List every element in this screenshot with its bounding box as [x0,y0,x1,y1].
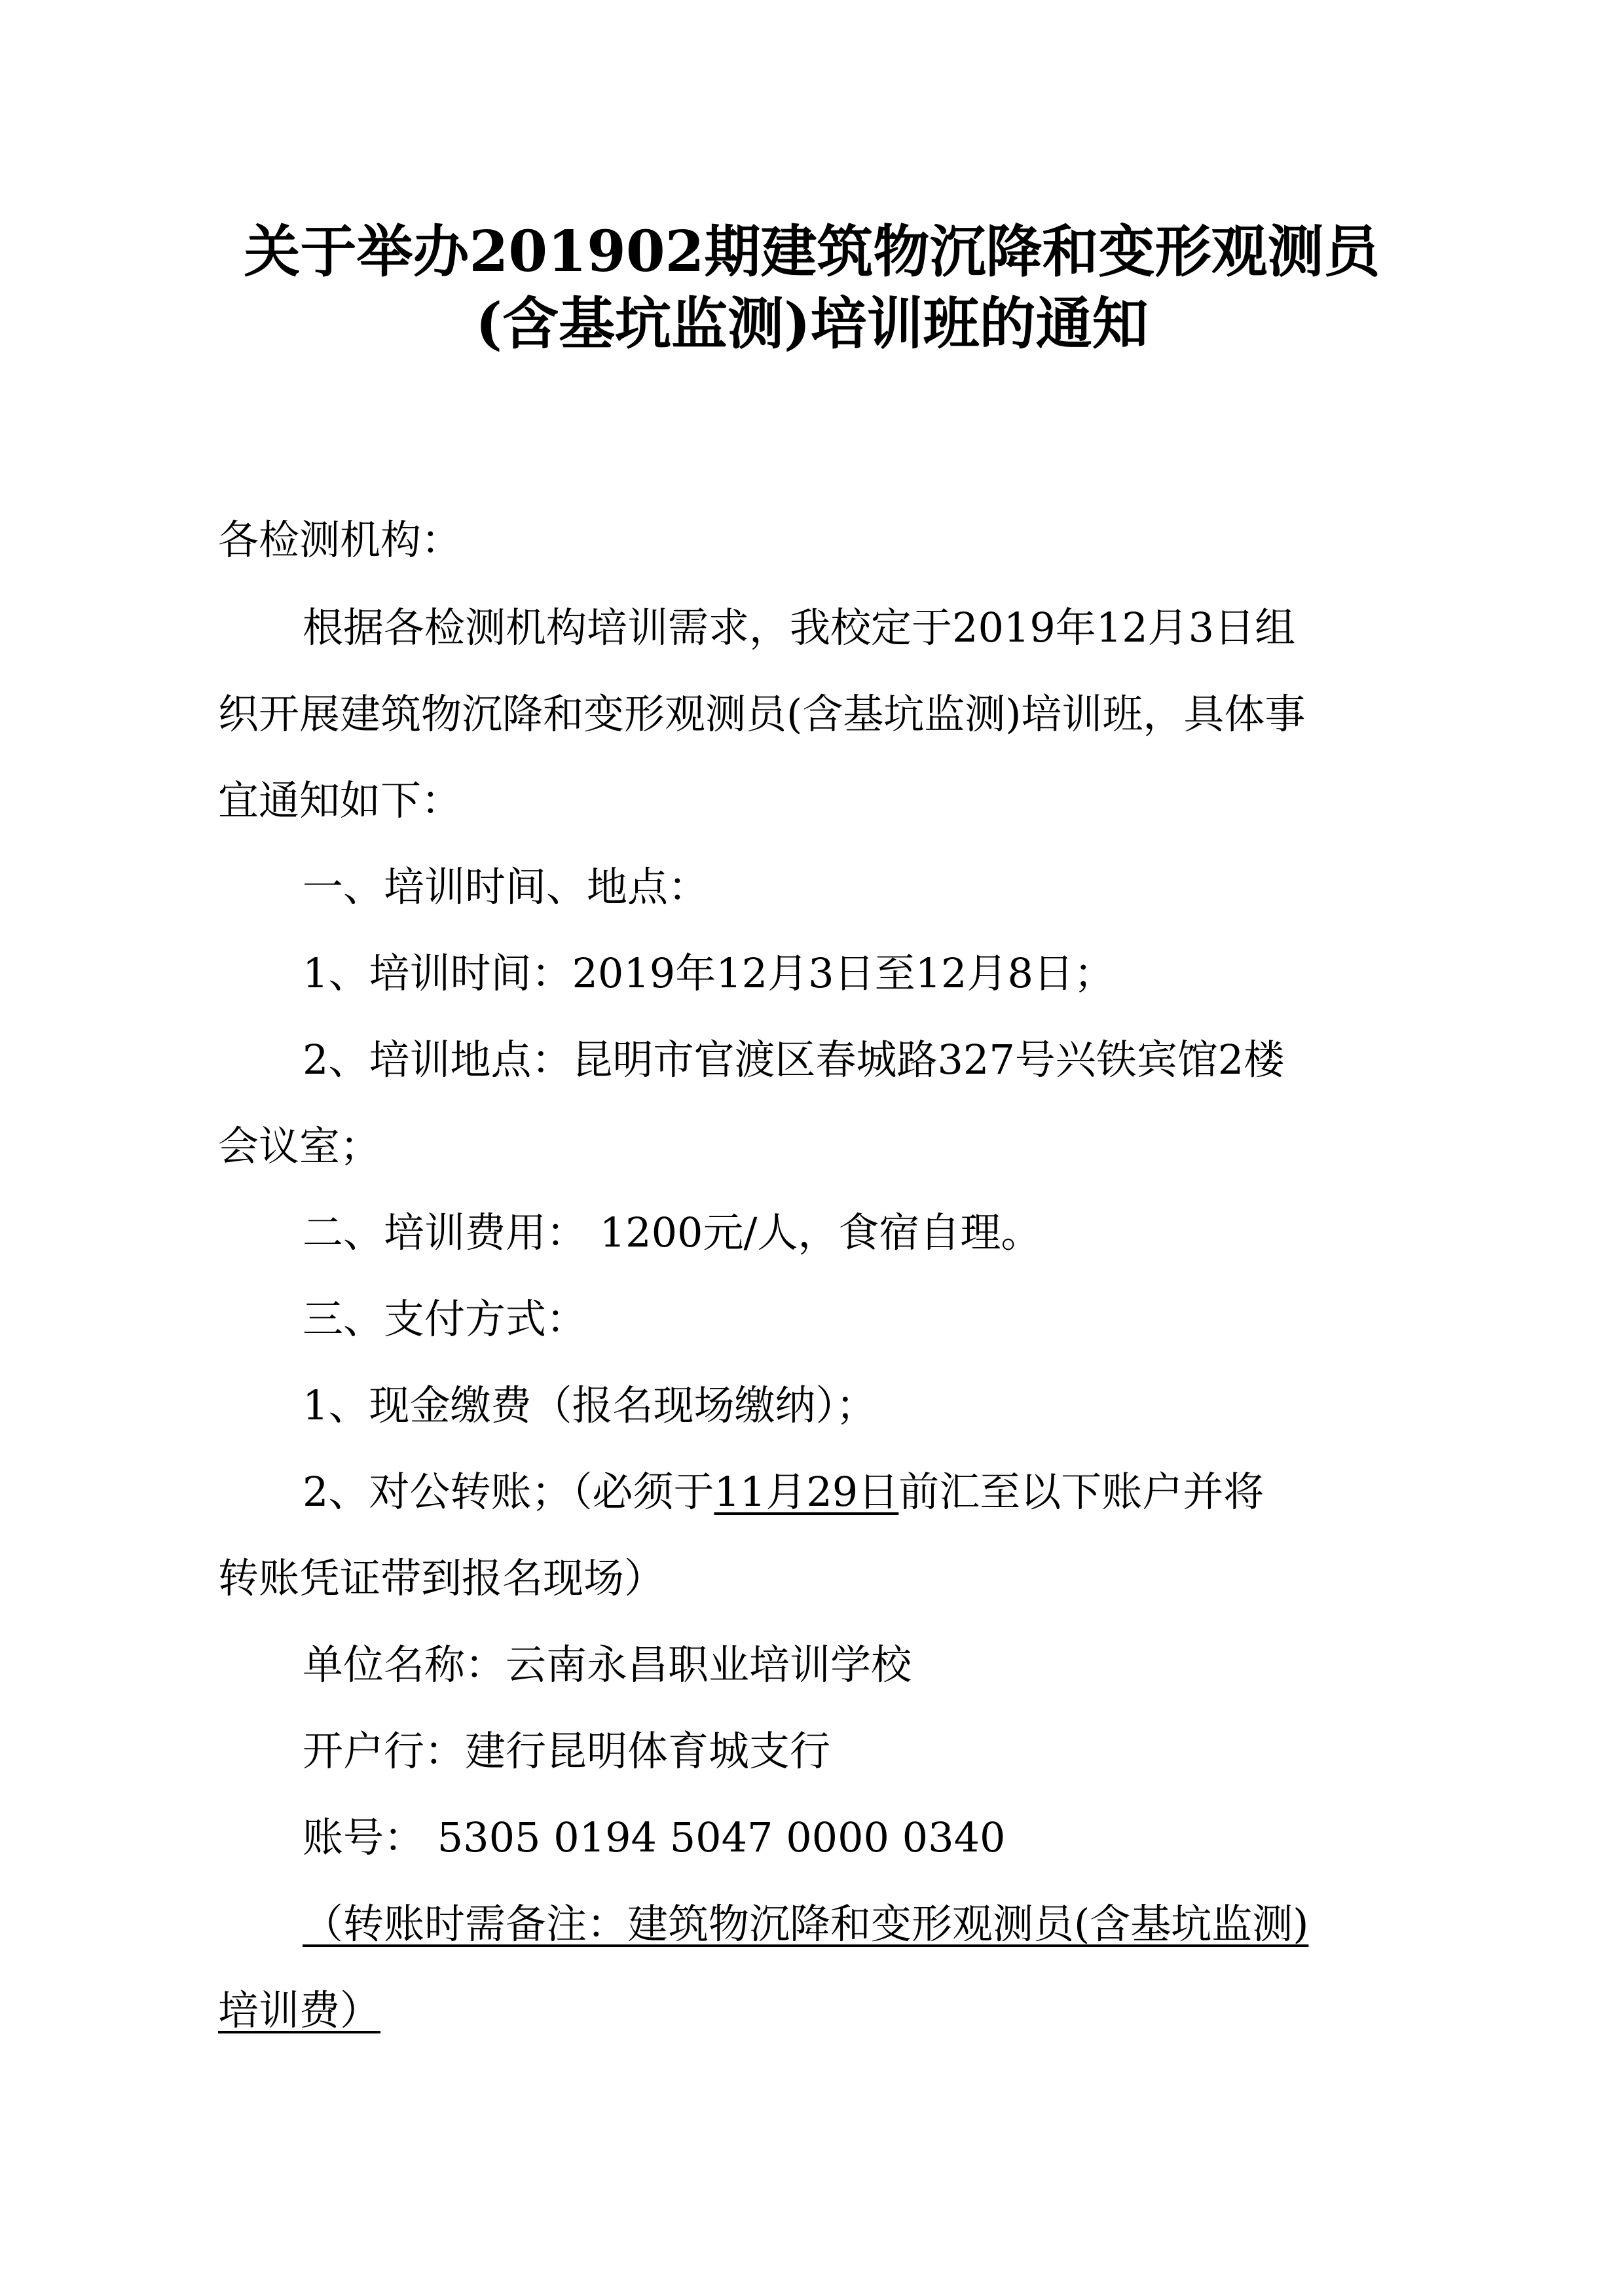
bank-name: 开户行：建行昆明体育城支行 [303,1727,831,1775]
payment-cash: 1、现金缴费（报名现场缴纳）； [303,1381,877,1429]
training-time: 1、培训时间：2019年12月3日至12月8日； [303,949,1115,997]
intro-line-2: 织开展建筑物沉降和变形观测员(含基坑监测)培训班，具体事 [218,690,1306,738]
unit-name: 单位名称：云南永昌职业培训学校 [303,1641,912,1688]
payment-transfer-suffix: 前汇至以下账户并将 [898,1468,1264,1516]
payment-deadline: 11月29日 [714,1468,899,1516]
title-line-2: (含基坑监测)培训班的通知 [475,291,1149,357]
section-3-heading: 三、支付方式： [303,1295,587,1343]
payment-transfer-line-2: 转账凭证带到报名现场） [218,1554,665,1602]
payment-transfer-prefix: 2、对公转账；（必须于 [303,1468,714,1516]
title-line-1: 关于举办201902期建筑物沉降和变形观测员 [244,219,1380,285]
transfer-remark-line-2: 培训费） [218,1986,381,2034]
training-location-line-2: 会议室； [218,1122,381,1170]
payment-transfer-line-1 [303,1468,1264,1516]
intro-line-1: 根据各检测机构培训需求，我校定于2019年12月3日组 [303,604,1296,651]
transfer-remark-line-1: （转账时需备注：建筑物沉降和变形观测员(含基坑监测) [303,1900,1309,1948]
training-location-line-1: 2、培训地点：昆明市官渡区春城路327号兴铁宾馆2楼 [303,1036,1285,1084]
account-number: 账号： 5305 0194 5047 0000 0340 [303,1813,1006,1861]
section-1-heading: 一、培训时间、地点： [303,863,709,911]
salutation: 各检测机构： [218,516,462,564]
section-2-fee: 二、培训费用： 1200元/人，食宿自理。 [303,1209,1042,1256]
intro-line-3: 宜通知如下： [218,776,462,824]
